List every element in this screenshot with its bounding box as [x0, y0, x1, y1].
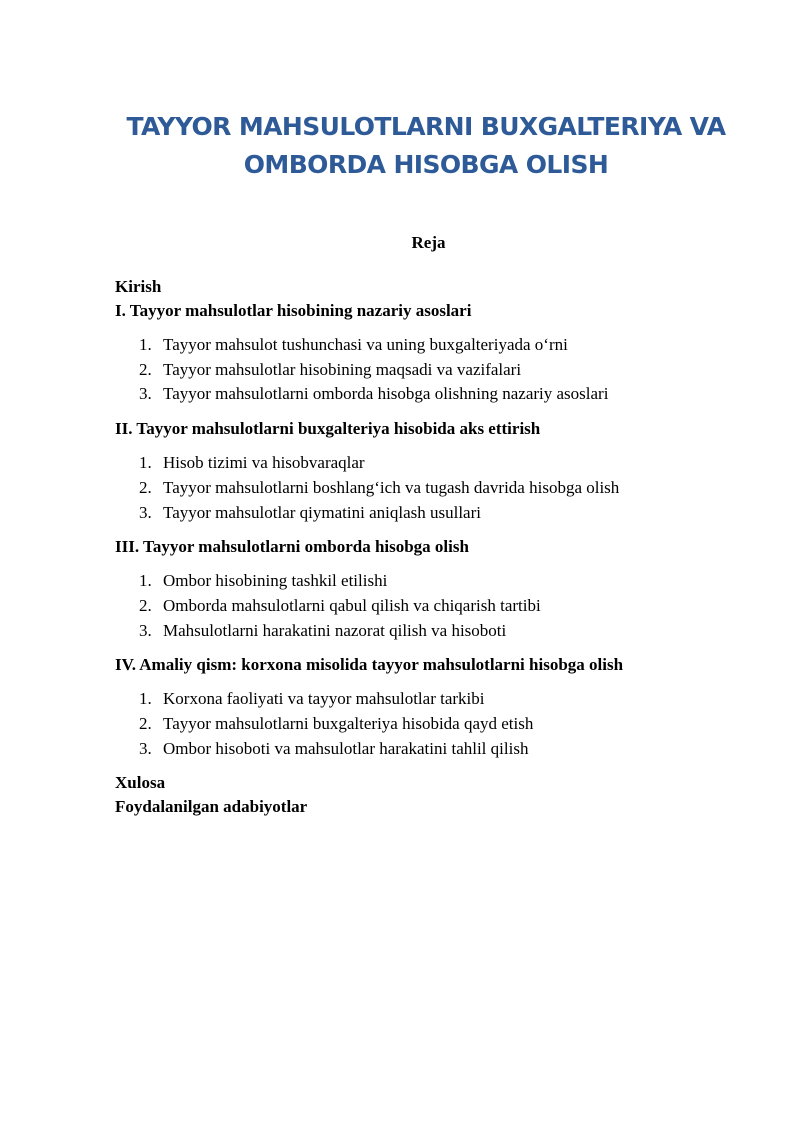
list-item: [115, 382, 755, 407]
list-item-text: Mahsulotlarni harakatini nazorat qilish va hisoboti: [163, 620, 507, 640]
list-item-number: 2.: [139, 595, 152, 615]
list-item-number: 3.: [139, 738, 152, 758]
list-item: [115, 712, 755, 737]
plan-heading: Reja: [411, 233, 446, 252]
list-item-text: Hisob tizimi va hisobvaraqlar: [163, 453, 365, 473]
list-item-text: Korxona faoliyati va tayyor mahsulotlar tarkibi: [163, 689, 485, 709]
list-item-text: Tayyor mahsulot tushunchasi va uning buxgalteriyada o‘rni: [163, 335, 568, 354]
list-item: [115, 594, 755, 619]
section-2-list: [115, 451, 755, 525]
table-of-contents: [115, 275, 755, 819]
list-item-text: Tayyor mahsulotlar qiymatini aniqlash usullari: [163, 502, 481, 522]
list-item-text: Ombor hisoboti va mahsulotlar harakatini tahlil qilish: [163, 738, 529, 758]
list-item-number: 3.: [139, 502, 152, 522]
list-item: [115, 476, 755, 501]
list-item-number: 3.: [139, 620, 152, 640]
section-heading-3: III. Tayyor mahsulotlarni omborda hisobga olish: [115, 537, 469, 557]
list-item-number: 3.: [139, 384, 152, 404]
intro-heading: Kirish: [115, 277, 162, 296]
list-item-number: 2.: [139, 359, 152, 379]
list-item: [115, 619, 755, 644]
list-item: [115, 687, 755, 712]
document-title: TAYYOR MAHSULOTLARNI BUXGALTERIYA VA OMBORDA HISOBGA OLISH: [126, 112, 726, 179]
section-1-list: [115, 333, 755, 407]
list-item: [115, 358, 755, 383]
list-item-text: Tayyor mahsulotlarni buxgalteriya hisobida qayd etish: [163, 714, 534, 734]
list-item: [115, 451, 755, 476]
section-4-list: [115, 687, 755, 761]
list-item-text: Tayyor mahsulotlarni omborda hisobga olishning nazariy asoslari: [163, 384, 609, 404]
references-heading: Foydalanilgan adabiyotlar: [115, 797, 308, 817]
section-heading-2: II. Tayyor mahsulotlarni buxgalteriya hisobida aks ettirish: [115, 419, 541, 439]
list-item-text: Tayyor mahsulotlarni boshlang‘ich va tugash davrida hisobga olish: [163, 477, 620, 497]
section-heading-4: IV. Amaliy qism: korxona misolida tayyor mahsulotlarni hisobga olish: [115, 655, 624, 675]
list-item: [115, 737, 755, 762]
conclusion-heading: Xulosa: [115, 773, 166, 793]
list-item-number: 1.: [139, 571, 152, 591]
list-item-text: Omborda mahsulotlarni qabul qilish va chiqarish tartibi: [163, 595, 541, 615]
list-item-text: Ombor hisobining tashkil etilishi: [163, 571, 388, 591]
list-item-text: Tayyor mahsulotlar hisobining maqsadi va vazifalari: [163, 359, 522, 379]
list-item: [115, 569, 755, 594]
section-3-list: [115, 569, 755, 643]
list-item-number: 2.: [139, 714, 152, 734]
list-item-number: 1.: [139, 453, 152, 473]
section-heading-1: I. Tayyor mahsulotlar hisobining nazariy asoslari: [115, 301, 472, 320]
list-item: [115, 501, 755, 526]
list-item-number: 2.: [139, 477, 152, 497]
list-item-number: 1.: [139, 689, 152, 709]
list-item: [115, 333, 755, 358]
list-item-number: 1.: [139, 335, 152, 354]
